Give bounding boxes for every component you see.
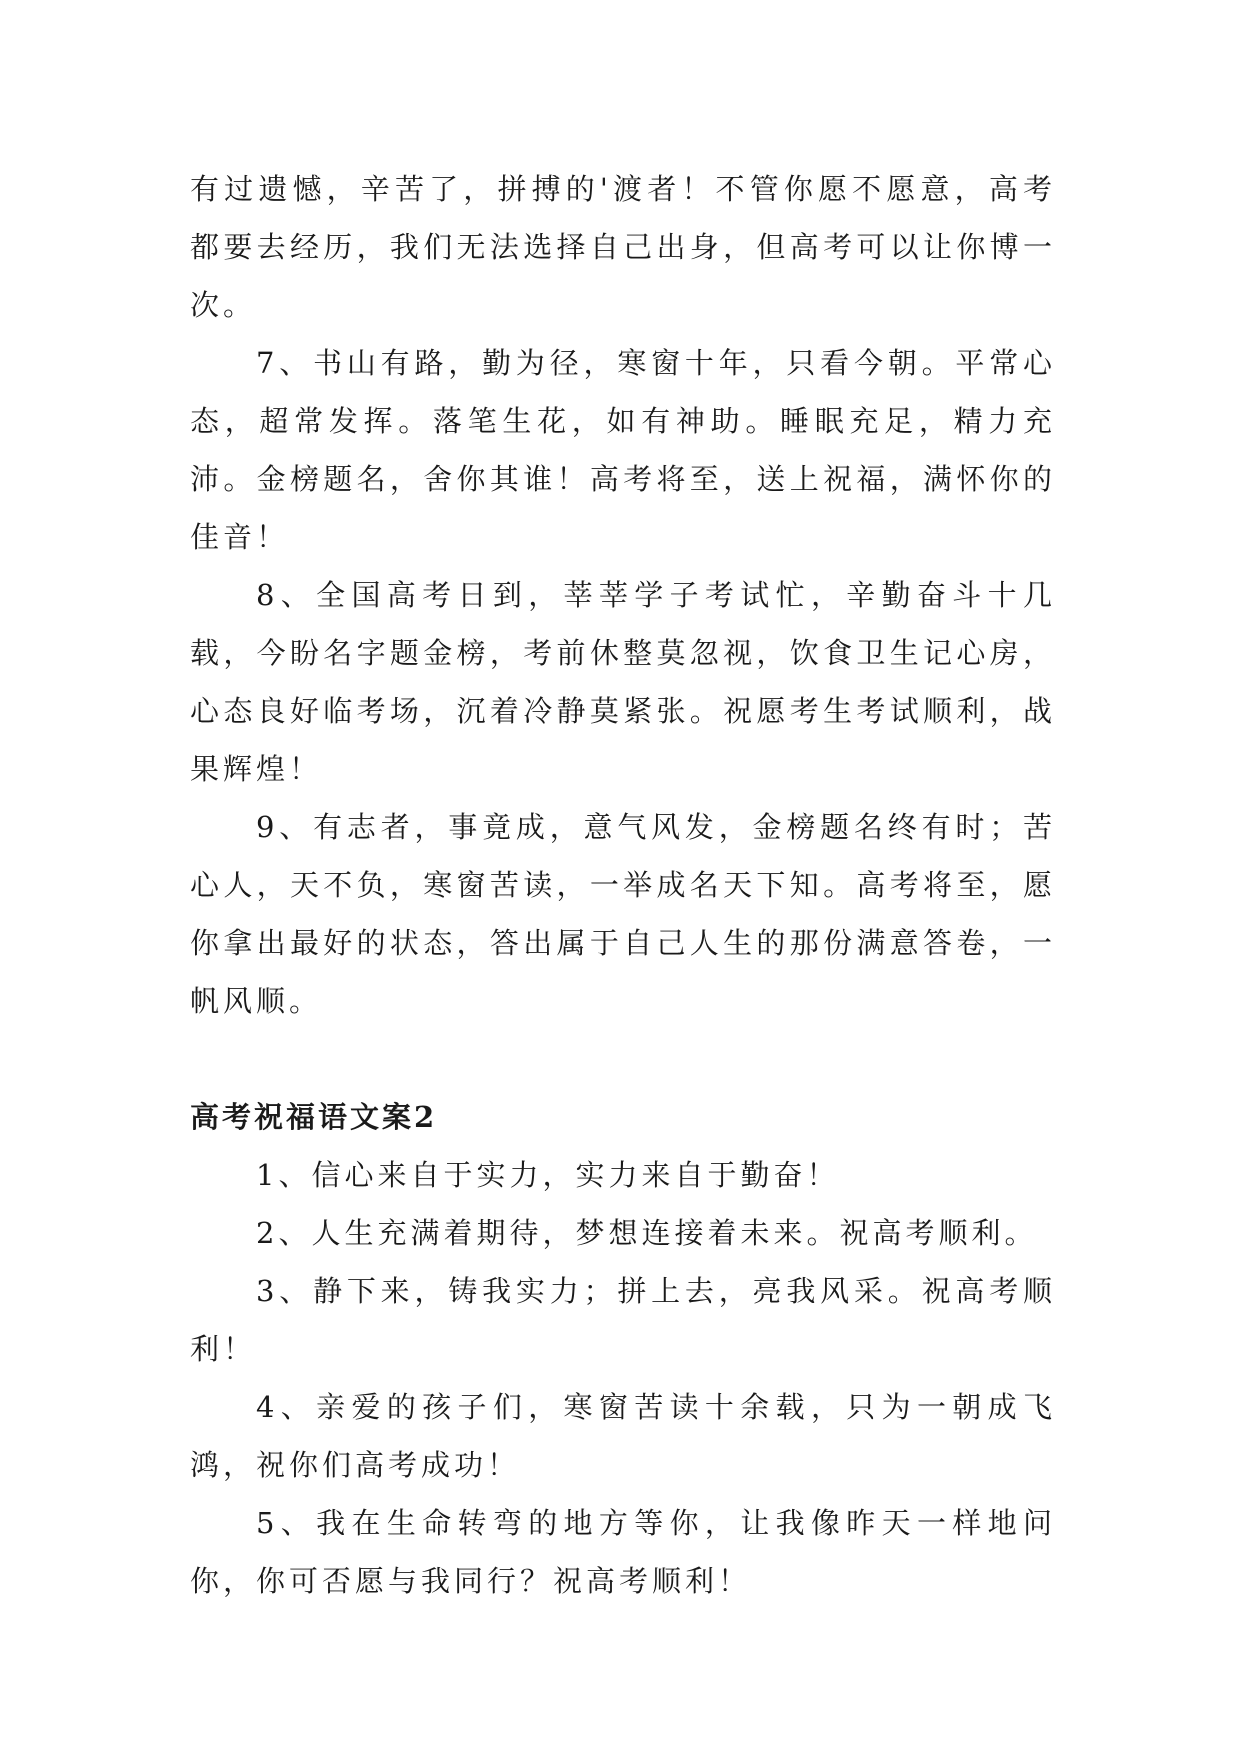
document-page [190, 160, 1056, 1610]
paragraph-item-2: 2、人生充满着期待，梦想连接着未来。祝高考顺利。 [256, 1216, 1038, 1250]
paragraph-item-8: 8、全国高考日到，莘莘学子考试忙，辛勤奋斗十几载，今盼名字题金榜，考前休整莫忽视，饮食卫生记心房，心态良好临考场，沉着冷静莫紧张。祝愿考生考试顺利，战果辉煌！ [190, 578, 1056, 786]
paragraph-item-1: 1、信心来自于实力，实力来自于勤奋！ [256, 1158, 840, 1192]
paragraph-item-4: 4、亲爱的孩子们，寒窗苦读十余载，只为一朝成飞鸿，祝你们高考成功！ [190, 1390, 1056, 1482]
paragraph-item-5: 5、我在生命转弯的地方等你，让我像昨天一样地问你，你可否愿与我同行？祝高考顺利！ [190, 1506, 1056, 1598]
paragraph-item-3: 3、静下来，铸我实力；拼上去，亮我风采。祝高考顺利！ [190, 1274, 1056, 1366]
paragraph-item-9: 9、有志者，事竟成，意气风发，金榜题名终有时；苦心人，天不负，寒窗苦读，一举成名天下知。高考将至，愿你拿出最好的状态，答出属于自己人生的那份满意答卷，一帆风顺。 [190, 810, 1056, 1018]
paragraph-item-7: 7、书山有路，勤为径，寒窗十年，只看今朝。平常心态，超常发挥。落笔生花，如有神助。睡眠充足，精力充沛。金榜题名，舍你其谁！高考将至，送上祝福，满怀你的佳音！ [190, 346, 1056, 554]
paragraph-continued: 有过遗憾，辛苦了，拼搏的'渡者！不管你愿不愿意，高考都要去经历，我们无法选择自己出身，但高考可以让你博一次。 [190, 172, 1056, 322]
section-title: 高考祝福语文案2 [190, 1100, 438, 1134]
